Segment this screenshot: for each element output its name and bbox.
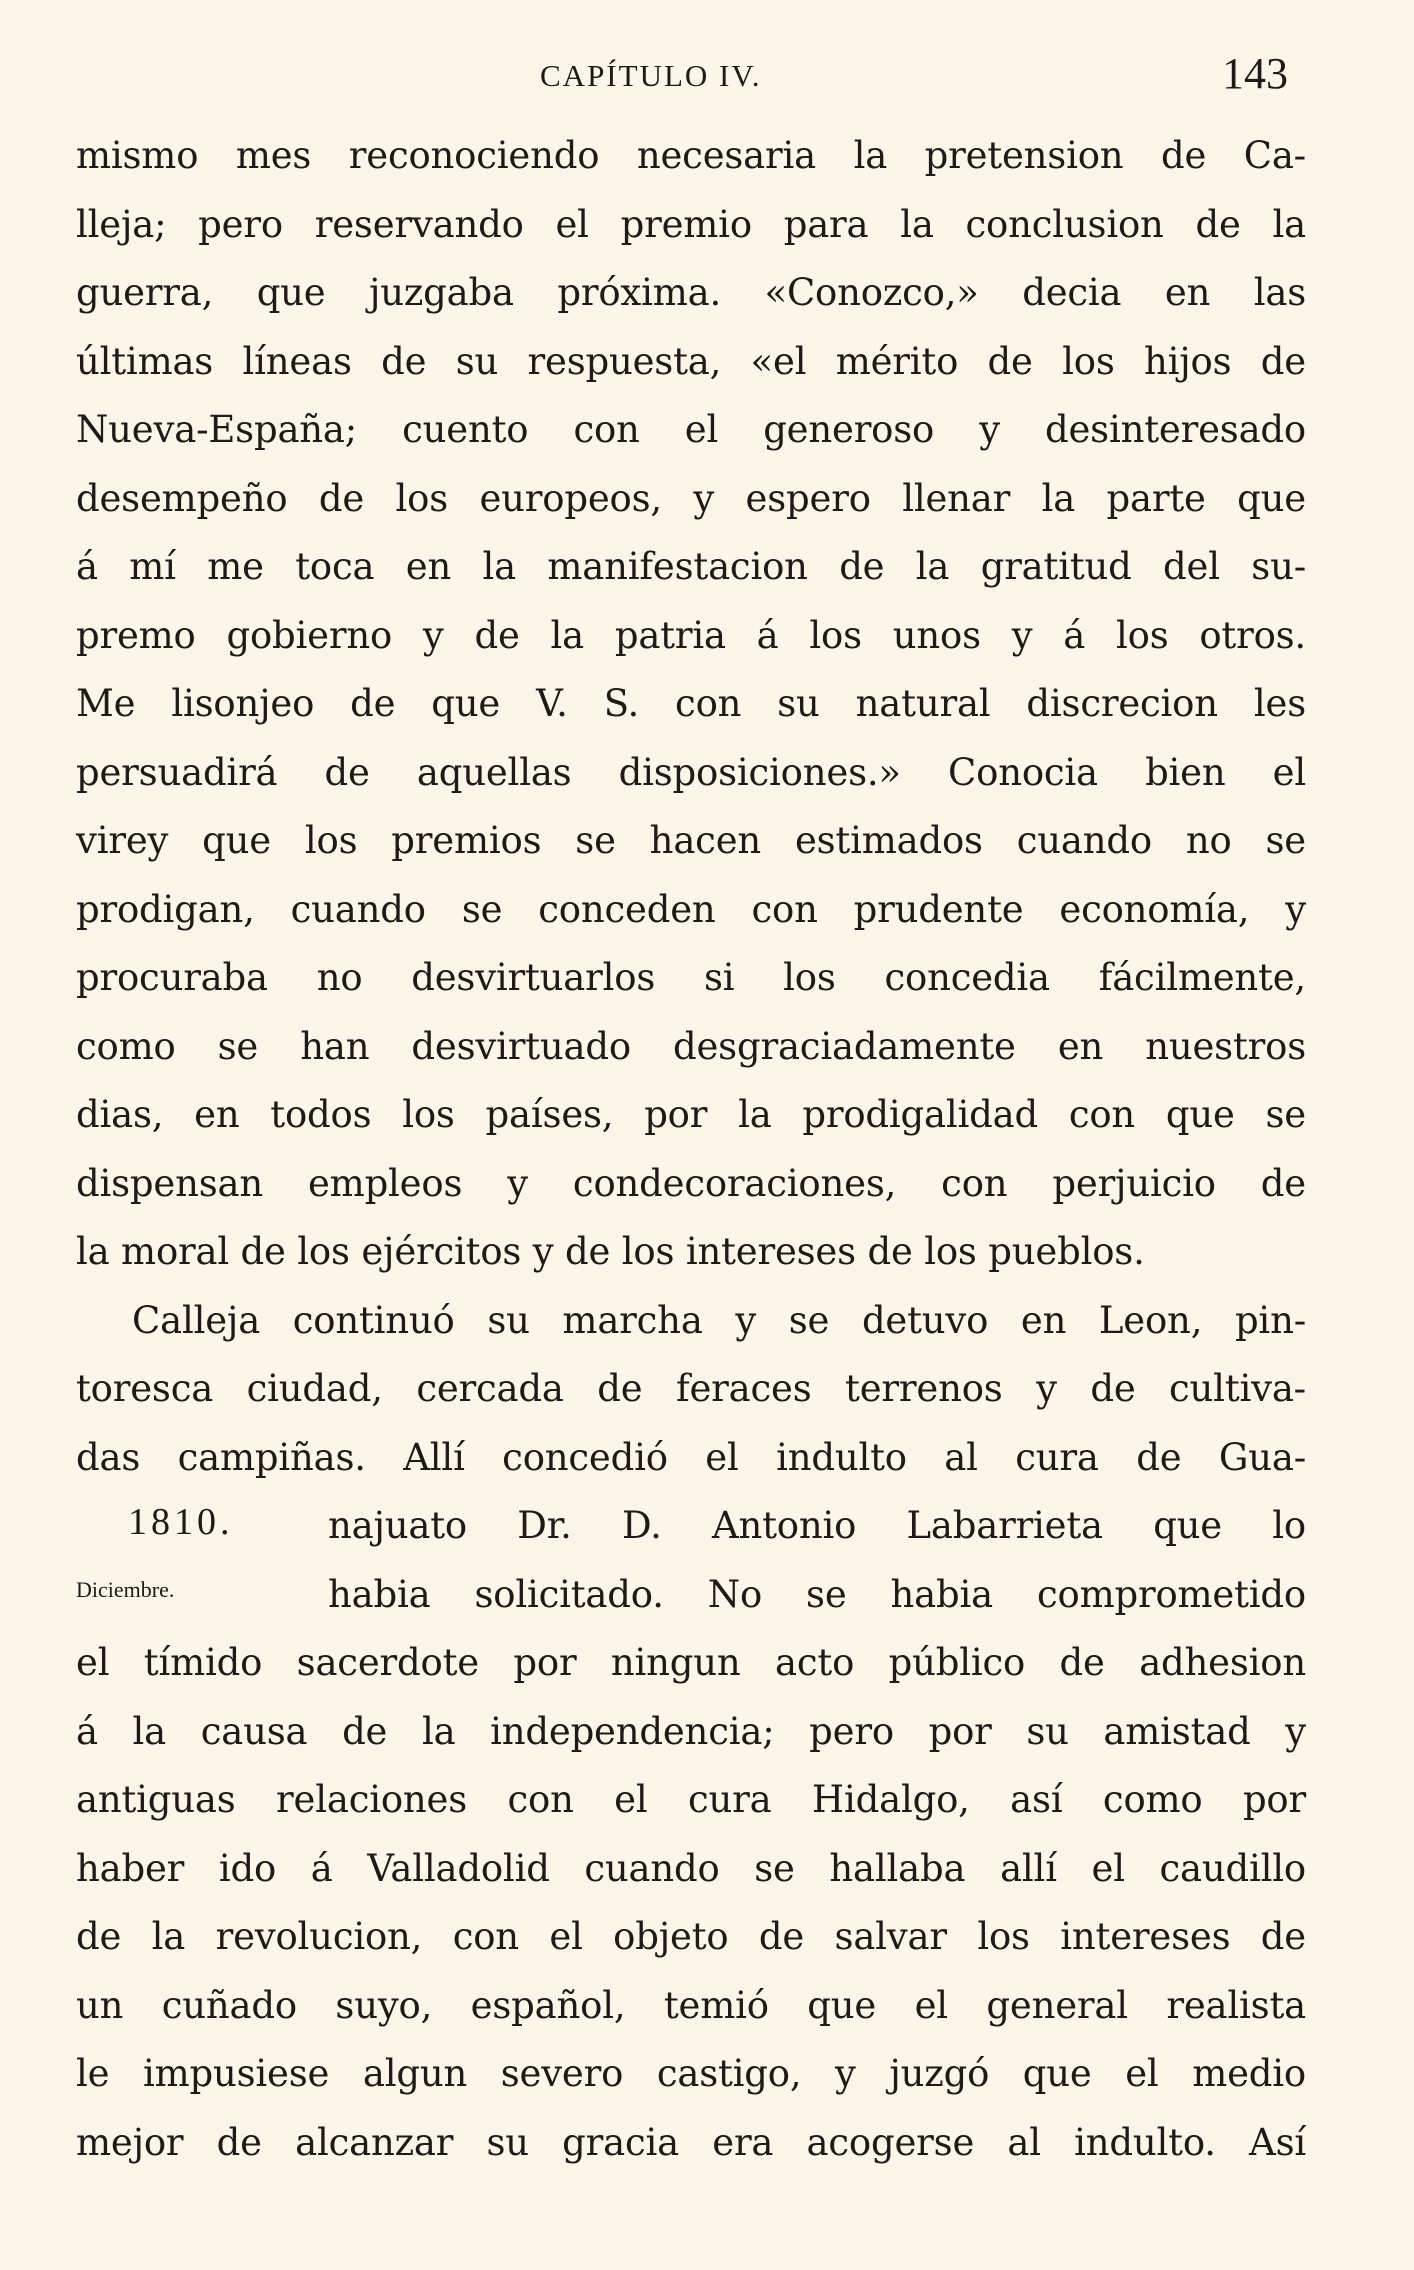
text-line: á la causa de la independencia; pero por su amistad y	[76, 1709, 1306, 1753]
text-line: das campiñas. Allí concedió el indulto al cura de Gua-	[76, 1435, 1306, 1479]
text-line: guerra, que juzgaba próxima. «Conozco,» decia en las	[76, 271, 1306, 314]
text-line: últimas líneas de su respuesta, «el mérito de los hijos de	[76, 339, 1306, 383]
text-line: premo gobierno y de la patria á los unos y á los otros.	[76, 613, 1306, 657]
running-head: CAPÍTULO IV.	[540, 58, 762, 93]
text-line: antiguas relaciones con el cura Hidalgo, así como por	[76, 1778, 1306, 1821]
text-line: de la revolucion, con el objeto de salvar los intereses de	[76, 1915, 1306, 1958]
margin-note-month: Diciembre.	[76, 1577, 175, 1602]
text-line: toresca ciudad, cercada de feraces terrenos y de cultiva-	[76, 1367, 1306, 1410]
text-line: procuraba no desvirtuarlos si los concedia fácilmente,	[76, 956, 1306, 999]
text-line: dispensan empleos y condecoraciones, con perjuicio de	[76, 1161, 1306, 1205]
text-line: najuato Dr. D. Antonio Labarrieta que lo	[328, 1504, 1306, 1547]
page-number: 143	[1222, 49, 1288, 98]
page-header	[0, 48, 1414, 108]
text-line: virey que los premios se hacen estimados cuando no se	[76, 819, 1306, 862]
text-line: un cuñado suyo, español, temió que el general realista	[76, 1983, 1306, 2027]
text-line: prodigan, cuando se conceden con prudente economía, y	[76, 887, 1306, 931]
text-line: dias, en todos los países, por la prodigalidad con que se	[76, 1093, 1306, 1136]
text-line: á mí me toca en la manifestacion de la gratitud del su-	[76, 545, 1306, 588]
text-line: Me lisonjeo de que V. S. con su natural discrecion les	[76, 682, 1306, 725]
body-text	[76, 122, 1306, 2177]
text-line: haber ido á Valladolid cuando se hallaba allí el caudillo	[76, 1846, 1306, 1890]
margin-note-year: 1810.	[128, 1501, 234, 1543]
text-line: le impusiese algun severo castigo, y juzgó que el medio	[76, 2052, 1306, 2095]
text-line: el tímido sacerdote por ningun acto público de adhesion	[76, 1641, 1306, 1684]
text-line: lleja; pero reservando el premio para la conclusion de la	[76, 202, 1306, 246]
text-line: desempeño de los europeos, y espero llenar la parte que	[76, 476, 1306, 520]
text-line: mejor de alcanzar su gracia era acogerse al indulto. Así	[76, 2120, 1306, 2164]
text-line: persuadirá de aquellas disposiciones.» Conocia bien el	[76, 750, 1306, 794]
text-line: Nueva-España; cuento con el generoso y desinteresado	[76, 408, 1306, 451]
text-line: como se han desvirtuado desgraciadamente en nuestros	[76, 1024, 1306, 1068]
text-line: la moral de los ejércitos y de los intereses de los pueblos.	[76, 1230, 1145, 1273]
text-line: Calleja continuó su marcha y se detuvo en Leon, pin-	[132, 1298, 1306, 1342]
text-line: habia solicitado. No se habia comprometido	[328, 1572, 1306, 1616]
text-line: mismo mes reconociendo necesaria la pretension de Ca-	[76, 134, 1306, 177]
